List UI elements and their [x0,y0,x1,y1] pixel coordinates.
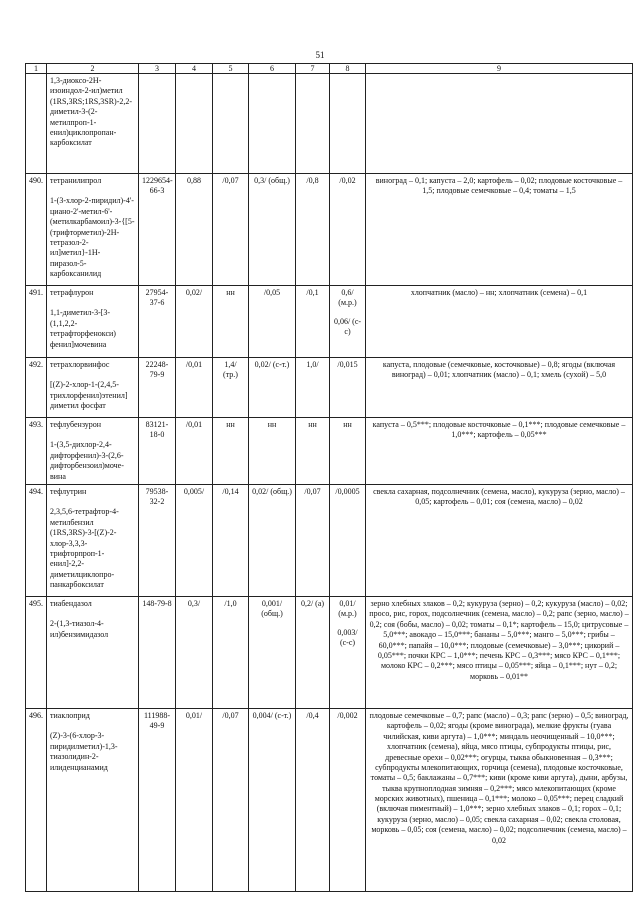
chemical-name: 2-(1,3-тиазол-4-ил)бензимидазол [50,619,109,639]
row-number: 492. [26,358,47,418]
column-6-value: 0,004/ (с-т.) [249,708,296,891]
chemical-name: [(Z)-2-хлор-1-(2,4,5-трихлорфенил)этенил] диметил фосфат [50,380,128,411]
column-6-value: 0,3/ (общ.) [249,174,296,286]
cas-number: 1229654-66-3 [139,174,176,286]
column-8-cell [330,418,366,485]
chemical-name: 1,1-диметил-3-[3-(1,1,2,2-тетрафторфенокси) фенил]мочевина [50,308,116,349]
column-8-cell [330,74,366,174]
substance-name: тиабендазол [50,598,92,608]
substance-name: тетрахлорвинфос [50,360,110,369]
column-4-value: /0,01 [176,358,213,418]
column-8-cell [330,484,366,596]
chemical-name: 1-(3-хлор-2-пиридил)-4'-циано-2'-метил-6'-(метилкарбамоил)-3-{[5-(трифторметил)-2Н-тетразол-2-ил]метил}-1Н-пиразол-5-карбоксанилид [50,196,135,279]
substance-name: тиаклоприд [50,710,90,720]
substance-name: тефлутрин [50,486,87,496]
header-cell: 6 [249,64,296,74]
chemical-name: 1-(3,5-дихлор-2,4-дифторфенил)-3-(2,6-дифторбензоил)моче-вина [50,440,124,481]
column-4-value [176,74,213,174]
column-6-value [249,74,296,174]
column-8-value: нн [343,420,352,429]
column-5-value: /0,14 [213,484,249,596]
column-4-value: 0,02/ [176,286,213,358]
residue-limits: капуста, плодовые (семечковые, косточковые) – 0,8; ягоды (включая виноград) – 0,01; хлопчатник (масло) – 0,1; хмель (сухой) – 5,0 [366,358,633,418]
column-4-value: 0,88 [176,174,213,286]
header-cell: 3 [139,64,176,74]
column-7-value: 0,2/ (а) [296,596,330,708]
column-8-value: /0,0005 [335,486,360,496]
header-cell: 4 [176,64,213,74]
page-number: 51 [315,50,325,60]
column-4-value: 0,3/ [176,596,213,708]
column-7-value: 1,0/ [296,358,330,418]
column-5-value: нн [213,286,249,358]
header-cell: 7 [296,64,330,74]
substance-cell [47,358,139,418]
header-cell: 5 [213,64,249,74]
table-row [26,74,633,174]
column-8-cell [330,708,366,891]
column-6-value: 0,02/ (с-т.) [249,358,296,418]
column-8-cell [330,596,366,708]
cas-number: 111988-49-9 [139,708,176,891]
substance-name: тетранилипрол [50,176,102,185]
substance-name: тетрафлурон [50,288,94,297]
column-6-value: 0,001/ (общ.) [249,596,296,708]
header-cell: 8 [330,64,366,74]
row-number: 494. [26,484,47,596]
cas-number: 22248-79-9 [139,358,176,418]
column-8-value: /0,02 [339,176,356,185]
column-7-value [296,74,330,174]
residue-limits: виноград – 0,1; капуста – 2,0; картофель – 0,02; плодовые косточковые – 1,5; плодовые семечковые – 0,4; томаты – 1,5 [366,174,633,286]
column-6-value: /0,05 [249,286,296,358]
cas-number: 27954-37-6 [139,286,176,358]
column-4-value: /0,01 [176,418,213,485]
column-5-value: 1,4/ (тр.) [213,358,249,418]
substance-name: тефлубензурон [50,420,102,429]
substance-cell [47,596,139,708]
row-number: 493. [26,418,47,485]
header-cell: 2 [47,64,139,74]
column-8-value: 0,01/ (м.р.) [338,598,357,619]
column-8-cell [330,174,366,286]
table-row [26,418,633,485]
column-6-value: 0,02/ (общ.) [249,484,296,596]
header-cell: 9 [366,64,633,74]
table-row [26,708,633,891]
column-5-value: /0,07 [213,174,249,286]
substance-cell [47,174,139,286]
column-8-value: 0,6/ (м.р.) [338,288,357,308]
substance-cell [47,286,139,358]
substance-cell [47,708,139,891]
chemical-name: 1,3-диоксо-2Н-изоиндол-2-ил)метил (1RS,3RS;1RS,3SR)-2,2-диметил-3-(2-метилпроп-1-енил)циклопропан-карбоксилат [50,76,133,148]
row-number: 495. [26,596,47,708]
row-number [26,74,47,174]
cas-number: 83121-18-0 [139,418,176,485]
column-7-value: нн [296,418,330,485]
residue-limits: плодовые семечковые – 0,7; рапс (масло) – 0,3; рапс (зерно) – 0,5; виноград, картофель – 0,02; ягоды (кроме винограда), мелкие фрукты (гуава чилийская, киви аргута) – 1,0***; миндаль неочищенный – 10,0***; хлопчатник (семена), яйца, мясо птицы, субпродукты птицы, рис, древесные орехи – 0,02***; огурцы, тыква обыкновенная – 0,3***; субпродукты млекопитающих, горчица (семена), плодовые косточковые, томаты – 0,5; баклажаны – 0,7***; киви (кроме киви аргута), дыни, арбузы, тыква крупноплодная зимняя – 0,2***; мясо млекопитающих (кроме морских животных), пшеница – 0,1***; молоко – 0,05***; перец сладкий (включая пиментный) – 1,0***; зерно хлебных злаков – 0,1; горох – 0,1; кукуруза (зерно, масло) – 0,05; свекла сахарная – 0,02; свекла столовая, морковь – 0,05; соя (семена, масло) – 0,02; подсолнечник (семена, масло) – 0,02 [366,708,633,891]
column-8-cell [330,286,366,358]
column-4-value: 0,01/ [176,708,213,891]
row-number: 490. [26,174,47,286]
column-5-value: /1,0 [213,596,249,708]
column-8-value: /0,002 [337,710,358,720]
substance-cell [47,418,139,485]
column-4-value: 0,005/ [176,484,213,596]
table-header-row [26,64,633,74]
column-5-value [213,74,249,174]
column-5-value: /0,07 [213,708,249,891]
column-7-value: /0,4 [296,708,330,891]
row-number: 491. [26,286,47,358]
column-8-value-secondary: 0,06/ (с-с) [333,316,362,337]
table-row [26,286,633,358]
row-number: 496. [26,708,47,891]
column-8-value-secondary: 0,003/ (с-с) [337,627,358,648]
residue-limits: хлопчатник (масло) – нн; хлопчатник (семена) – 0,1 [366,286,633,358]
column-8-value: /0,015 [337,360,358,369]
column-7-value: /0,07 [296,484,330,596]
table-row [26,484,633,596]
table-row [26,174,633,286]
chemical-name: (Z)-3-(6-хлор-3-пиридилметил)-1,3-тиазолидин-2-илиденцианамид [50,731,118,772]
substance-cell [47,484,139,596]
residue-limits: капуста – 0,5***; плодовые косточковые – 0,1***; плодовые семечковые – 1,0***; картофель – 0,05*** [366,418,633,485]
residue-limits [366,74,633,174]
column-6-value: нн [249,418,296,485]
residue-limits: зерно хлебных злаков – 0,2; кукуруза (зерно) – 0,2; кукуруза (масло) – 0,02; просо, рис, горох, подсолнечник (семена, масло) – 0,2; рапс (зерно, масло) – 0,2; соя (бобы, масло) – 0,02; томаты – 0,1*; картофель – 15,0; цитрусовые – 5,0***; авокадо – 15,0***; бананы – 5,0***; манго – 5,0***; грибы – 60,0***; папайя – 10,0***; плодовые (семечковые) – 3,0***; цикорий – 0,05***; почки КРС – 1,0***; печень КРС – 0,3***; мясо КРС – 0,1***; молоко КРС – 0,2***; мясо птицы – 0,05***; яйца – 0,1***; нут – 0,2; морковь – 0,01** [366,596,633,708]
cas-number: 79538-32-2 [139,484,176,596]
table-row [26,358,633,418]
regulation-table [25,63,633,892]
substance-cell [47,74,139,174]
residue-limits: свекла сахарная, подсолнечник (семена, масло), кукуруза (зерно, масло) – 0,05; картофель – 0,01; соя (семена, масло) – 0,02 [366,484,633,596]
table-row [26,596,633,708]
header-cell: 1 [26,64,47,74]
column-5-value: нн [213,418,249,485]
column-7-value: /0,1 [296,286,330,358]
column-8-cell [330,358,366,418]
cas-number: 148-79-8 [139,596,176,708]
column-7-value: /0,8 [296,174,330,286]
chemical-name: 2,3,5,6-тетрафтор-4-метилбензил (1RS,3RS)-3-[(Z)-2-хлор-3,3,3-трифторпроп-1-енил]-2,2-диметилциклопро-панкарбоксилат [50,507,119,590]
cas-number [139,74,176,174]
